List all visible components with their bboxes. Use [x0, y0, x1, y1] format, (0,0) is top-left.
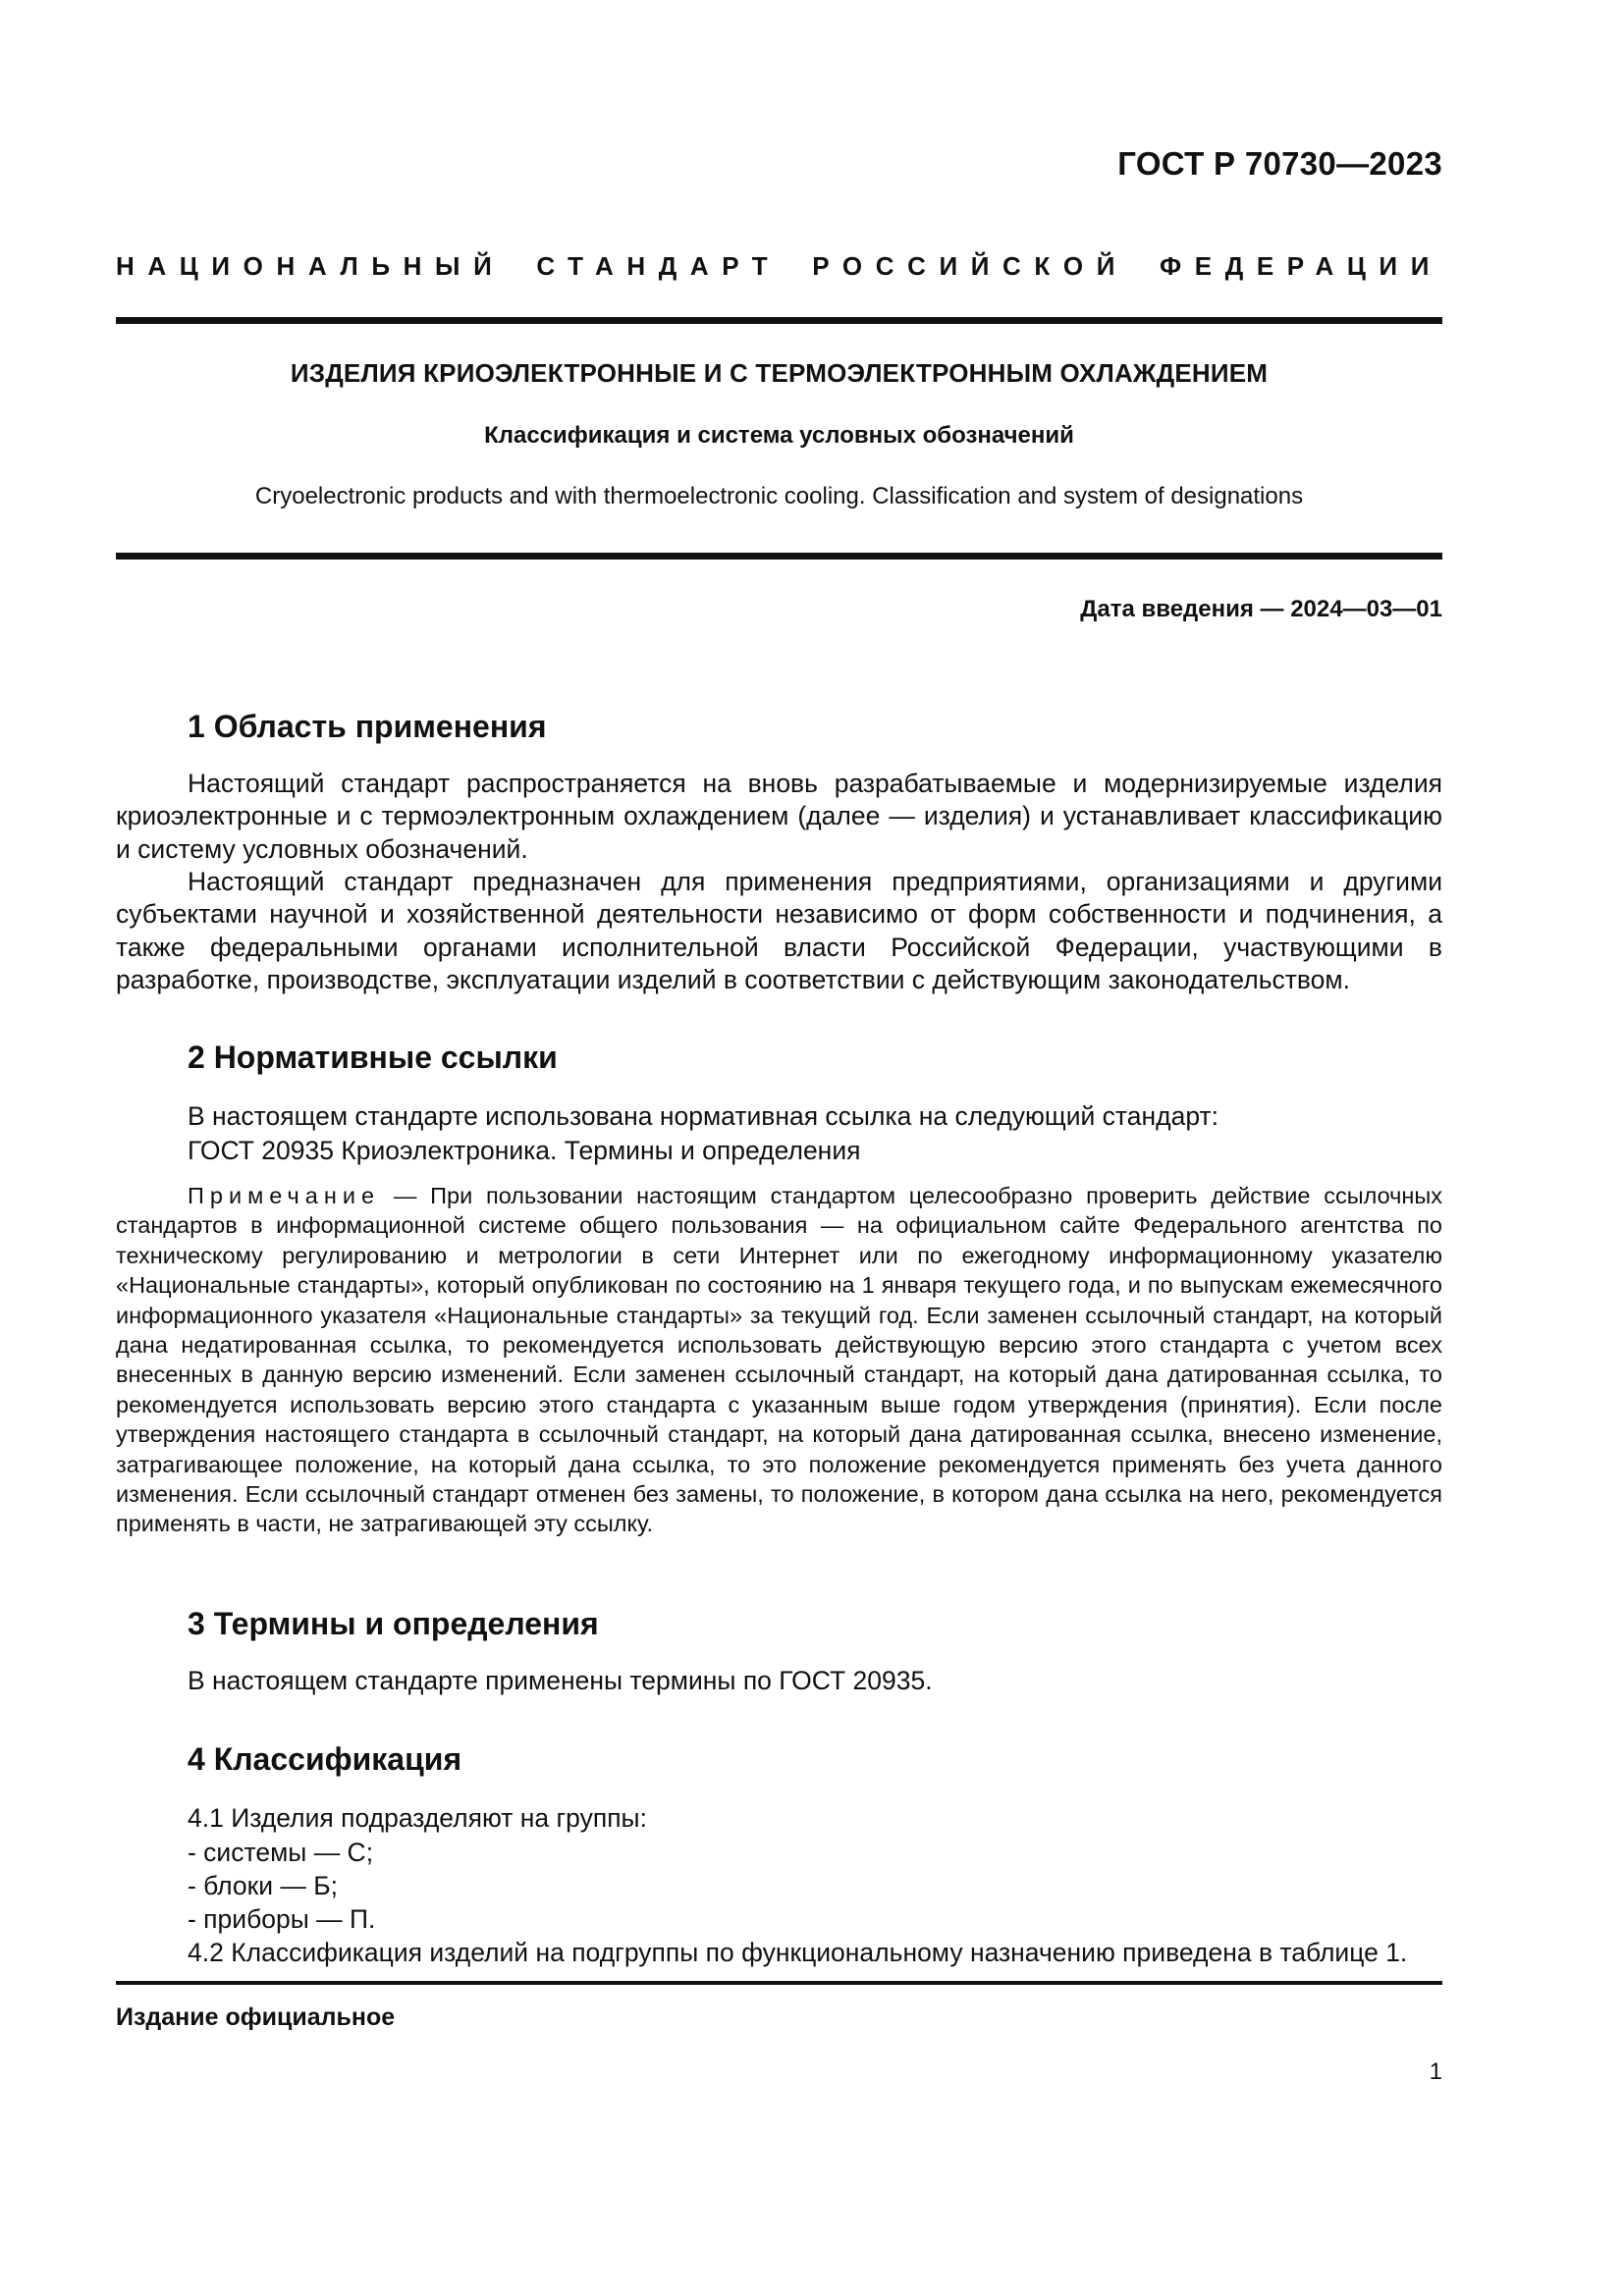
document-title: ИЗДЕЛИЯ КРИОЭЛЕКТРОННЫЕ И С ТЕРМОЭЛЕКТРОННЫМ ОХЛАЖДЕНИЕМ — [290, 358, 1269, 388]
top-rule — [116, 317, 1442, 324]
section-4-line: 4.2 Классификация изделий на подгруппы по функциональному назначению приведена в таблице 1. — [188, 1938, 1408, 1967]
section-2-line-1: В настоящем стандарте использована нормативная ссылка на следующий стандарт: — [188, 1101, 1218, 1131]
page-number: 1 — [1429, 2058, 1442, 2085]
footer-rule — [116, 1981, 1442, 1985]
section-4-line: - блоки — Б; — [188, 1871, 339, 1900]
standard-banner: НАЦИОНАЛЬНЫЙ СТАНДАРТ РОССИЙСКОЙ ФЕДЕРАЦИИ — [116, 251, 1442, 281]
section-1-paragraph-1: Настоящий стандарт распространяется на вновь разрабатываемые и модернизируемые изделия криоэлектронные и с термоэлектронным охлаждением (далее — изделия) и устанавливает классификацию и систему условных обозначений. — [116, 769, 1442, 864]
section-3-heading: 3 Термины и определения — [188, 1606, 599, 1641]
section-2-note — [116, 1181, 1442, 1539]
title-rule — [116, 553, 1442, 560]
document-code: ГОСТ Р 70730—2023 — [1117, 145, 1442, 182]
section-2-heading: 2 Нормативные ссылки — [188, 1040, 558, 1075]
introduction-date: Дата введения — 2024—03—01 — [1080, 596, 1442, 622]
section-1-paragraph-2: Настоящий стандарт предназначен для применения предприятиями, организациями и другими субъектами научной и хозяйственной деятельности независимо от форм собственности и подчинения, а также федеральными органами исполнительной власти Российской Федерации, участвующими в разработке, производстве, эксплуатации изделий в соответствии с действующим законодательством. — [116, 867, 1442, 994]
section-3-line-1: В настоящем стандарте применены термины по ГОСТ 20935. — [188, 1666, 933, 1695]
note-label: Примечание — [188, 1183, 381, 1208]
section-4-line: - системы — С; — [188, 1838, 374, 1867]
section-2-line-2: ГОСТ 20935 Криоэлектроника. Термины и определения — [188, 1136, 861, 1165]
document-subtitle: Классификация и система условных обозначений — [484, 422, 1074, 449]
section-4-heading: 4 Классификация — [188, 1741, 462, 1777]
official-edition-label: Издание официальное — [116, 2003, 396, 2031]
section-4-line: 4.1 Изделия подразделяют на группы: — [188, 1803, 647, 1833]
note-text: — При пользовании настоящим стандартом целесообразно проверить действие ссылочных стандартов в информационной системе общего пользования — на официальном сайте Федерального агентства по техническому регулированию и метрологии в сети Интернет или по ежегодному информационному указателю «Национальные стандарты», который опубликован по состоянию на 1 января текущего года, и по выпускам ежемесячного информационного указателя «Национальные стандарты» за текущий год. Если заменен ссылочный стандарт, на который дана недатированная ссылка, то рекомендуется использовать действующую версию этого стандарта с учетом всех внесенных в данную версию изменений. Если заменен ссылочный стандарт, на который дана датированная ссылка, то рекомендуется использовать версию этого стандарта с указанным выше годом утверждения (принятия). Если после утверждения настоящего стандарта в ссылочный стандарт, на который дана датированная ссылка, внесено изменение, затрагивающее положение, на который дана ссылка, то это положение рекомендуется применять без учета данного изменения. Если ссылочный стандарт отменен без замены, то положение, в котором дана ссылка на него, рекомендуется применять в части, не затрагивающей эту ссылку. — [116, 1183, 1442, 1537]
document-title-english: Cryoelectronic products and with thermoelectronic cooling. Classification and system of designations — [254, 483, 1304, 509]
section-4-line: - приборы — П. — [188, 1904, 376, 1934]
section-1-heading: 1 Область применения — [188, 709, 547, 744]
